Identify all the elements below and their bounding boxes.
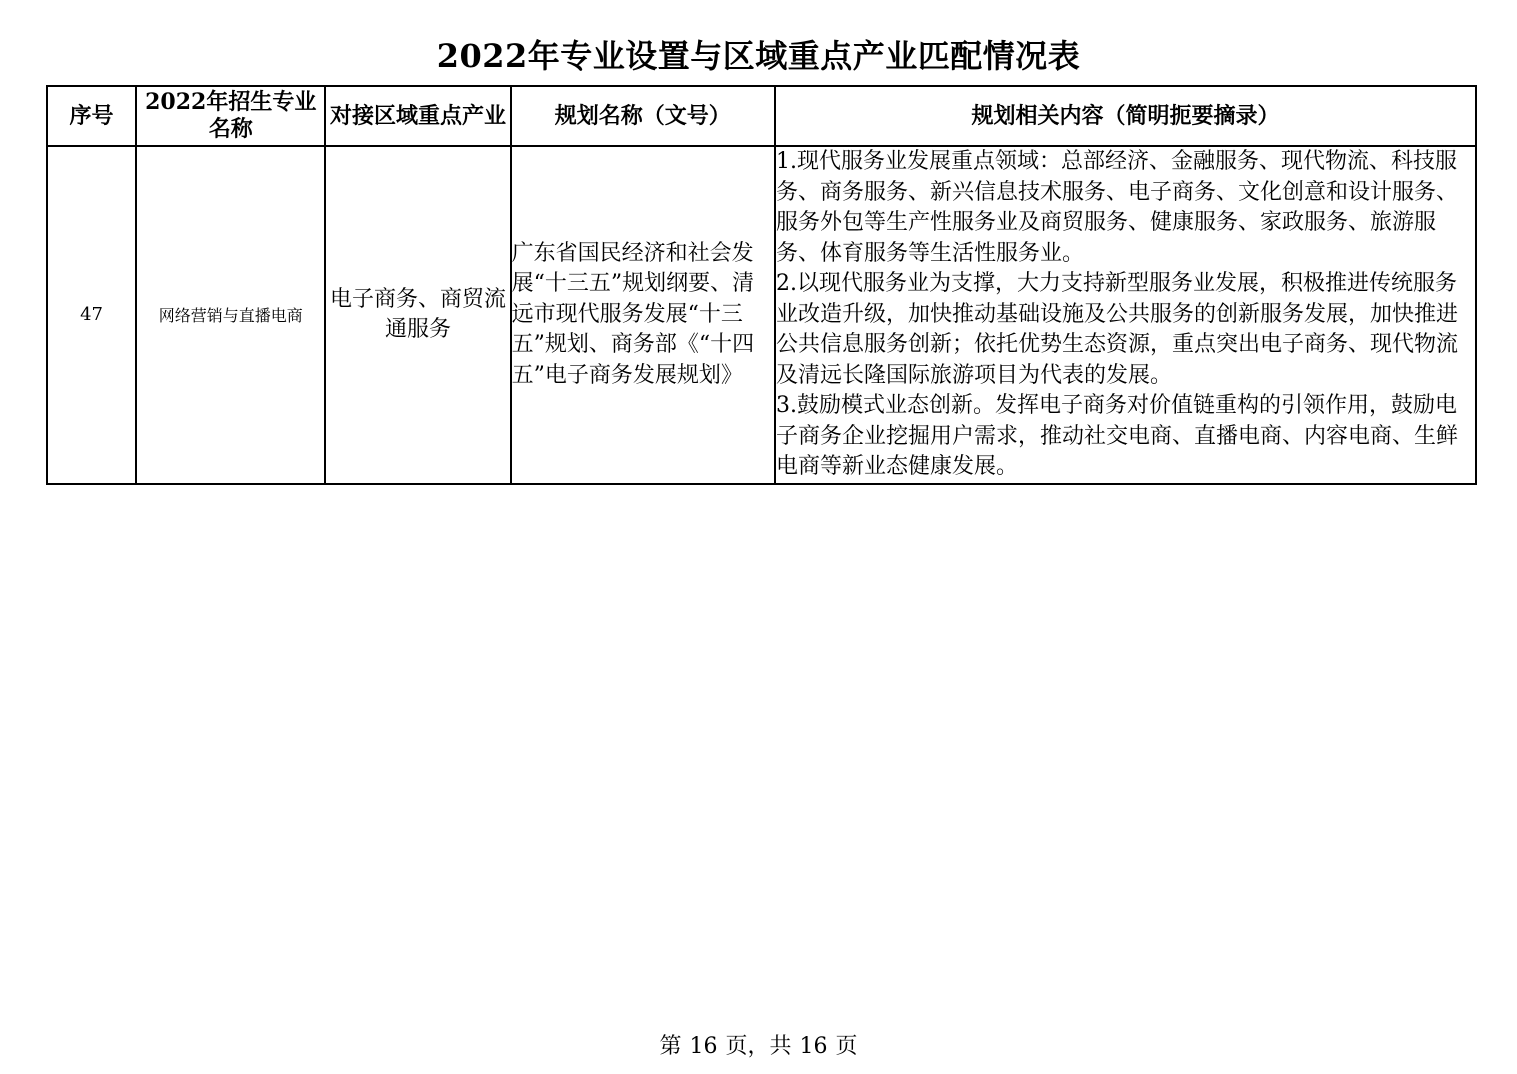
cell-seq: 47 [47,146,136,484]
content-item-2: 2.以现代服务业为支撑，大力支持新型服务业发展，积极推进传统服务业改造升级，加快推动基础设施及公共服务的创新服务发展，加快推进公共信息服务创新；依托优势生态资源，重点突出电子商务、现代物流及清远长隆国际旅游项目为代表的发展。 [775,271,1458,388]
header-major: 2022年招生专业名称 [136,86,325,146]
cell-plan: 广东省国民经济和社会发展“十三五”规划纲要、清远市现代服务发展“十三五”规划、商务部《“十四五”电子商务发展规划》 [511,146,775,484]
footer-page-number: 16 [689,1034,718,1059]
cell-industry: 电子商务、商贸流通服务 [325,146,510,484]
footer-total-pages: 16 [799,1034,828,1059]
header-seq: 序号 [47,86,136,146]
page-footer [0,1032,1517,1062]
industry-match-table [46,85,1477,485]
content-item-3: 3.鼓励模式业态创新。发挥电子商务对价值链重构的引领作用，鼓励电子商务企业挖掘用户需求，推动社交电商、直播电商、内容电商、生鲜电商等新业态健康发展。 [775,393,1458,479]
footer-middle: 页，共 [725,1034,792,1059]
cell-major: 网络营销与直播电商 [136,146,325,484]
page-title: 2022年专业设置与区域重点产业匹配情况表 [436,37,1081,75]
table-header-row [47,86,1476,146]
footer-suffix: 页 [835,1034,858,1059]
header-industry: 对接区域重点产业 [325,86,510,146]
header-plan: 规划名称（文号） [511,86,775,146]
header-content: 规划相关内容（简明扼要摘录） [775,86,1476,146]
content-item-1: 1.现代服务业发展重点领域：总部经济、金融服务、现代物流、科技服务、商务服务、新兴信息技术服务、电子商务、文化创意和设计服务、服务外包等生产性服务业及商贸服务、健康服务、家政服务、旅游服务、体育服务等生活性服务业。 [775,149,1458,266]
cell-content [775,146,1476,484]
footer-prefix: 第 [659,1034,682,1059]
table-row [47,146,1476,484]
